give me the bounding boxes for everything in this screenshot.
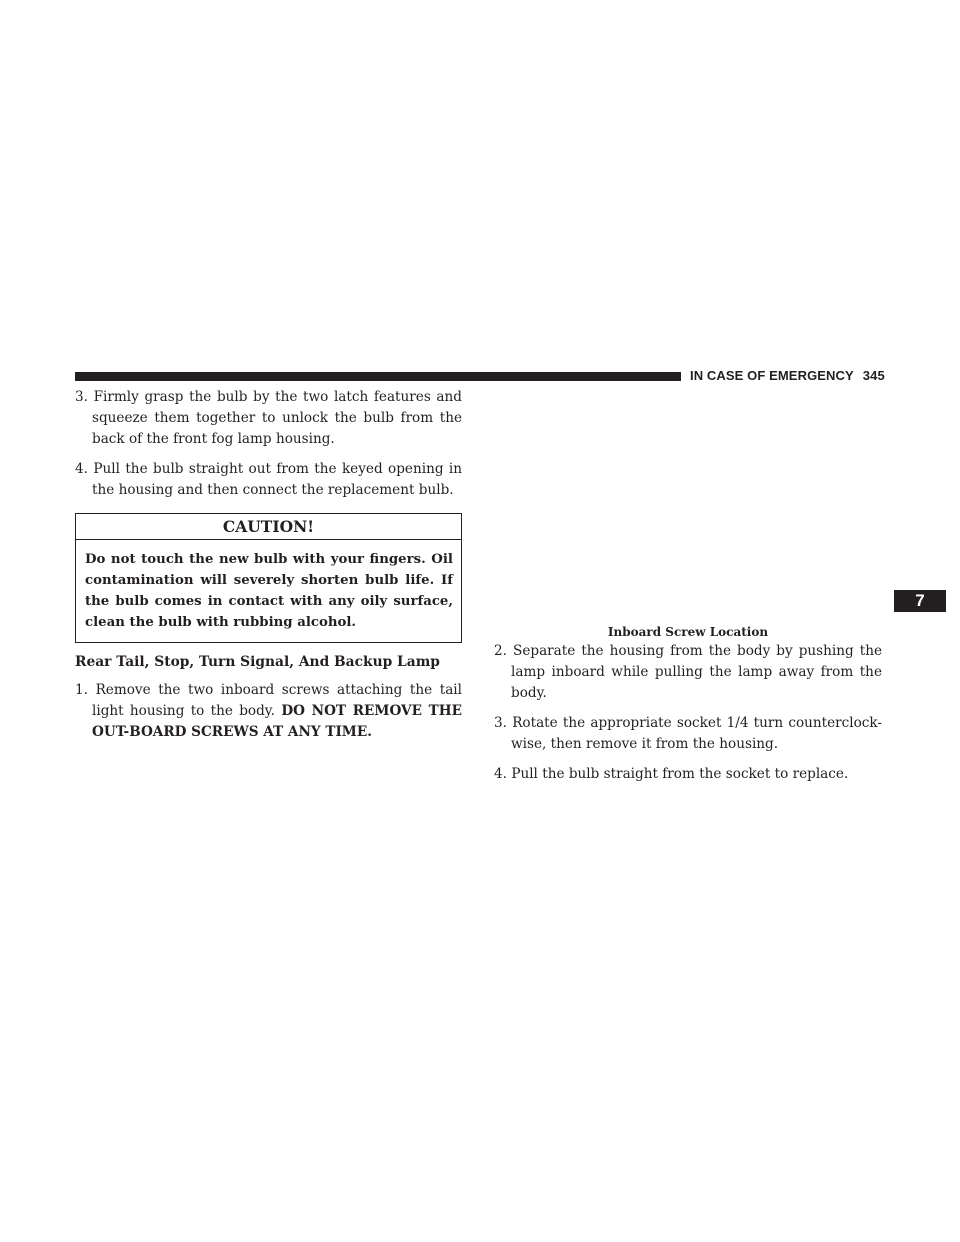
- instruction-step-3-right: [494, 713, 882, 755]
- step-number: 3.: [75, 389, 88, 405]
- instruction-step-4: [75, 459, 462, 501]
- running-header: [690, 368, 886, 384]
- step-number: 4.: [75, 461, 88, 477]
- section-subheading: Rear Tail, Stop, Turn Signal, And Backup Lamp: [75, 654, 440, 670]
- instruction-step-3: [75, 387, 462, 450]
- step-text: Rotate the appropriate socket 1/4 turn counterclock-wise, then remove it from the housing.: [511, 715, 882, 752]
- figure-caption: Inboard Screw Location: [607, 625, 769, 639]
- step-text: Remove the two inboard screws attaching the tail light housing to the body.: [92, 682, 462, 719]
- caution-box: [75, 513, 462, 643]
- instruction-step-1: [75, 680, 462, 743]
- chapter-tab: 7: [894, 590, 946, 612]
- instruction-step-2: [494, 641, 882, 704]
- step-number: 1.: [75, 682, 88, 698]
- header-rule: [75, 372, 681, 381]
- step-text: Separate the housing from the body by pushing the lamp inboard while pulling the lamp away from the body.: [511, 643, 882, 701]
- figure-image-area: [494, 388, 882, 620]
- step-text: Pull the bulb straight from the socket to replace.: [511, 766, 849, 782]
- step-text: Firmly grasp the bulb by the two latch features and squeeze them together to unlock the bulb from the back of the front fog lamp housing.: [92, 389, 462, 447]
- right-column: [494, 641, 882, 794]
- step-warning-text: DO NOT REMOVE THE OUT-BOARD SCREWS AT ANY TIME.: [92, 703, 463, 740]
- step-number: 3.: [494, 715, 507, 731]
- page-number: 345: [862, 368, 885, 383]
- step-text: Pull the bulb straight out from the keyed opening in the housing and then connect the replacement bulb.: [92, 461, 462, 498]
- caution-body: Do not touch the new bulb with your fingers. Oil contamination will severely shorten bulb life. If the bulb comes in contact with any oily surface, clean the bulb with rubbing alcohol.: [85, 552, 453, 630]
- step-number: 2.: [494, 643, 507, 659]
- step-number: 4.: [494, 766, 507, 782]
- caution-title: CAUTION!: [76, 514, 461, 540]
- left-column: [75, 387, 462, 752]
- instruction-step-4-right: [494, 764, 882, 785]
- section-title: IN CASE OF EMERGENCY: [690, 368, 854, 383]
